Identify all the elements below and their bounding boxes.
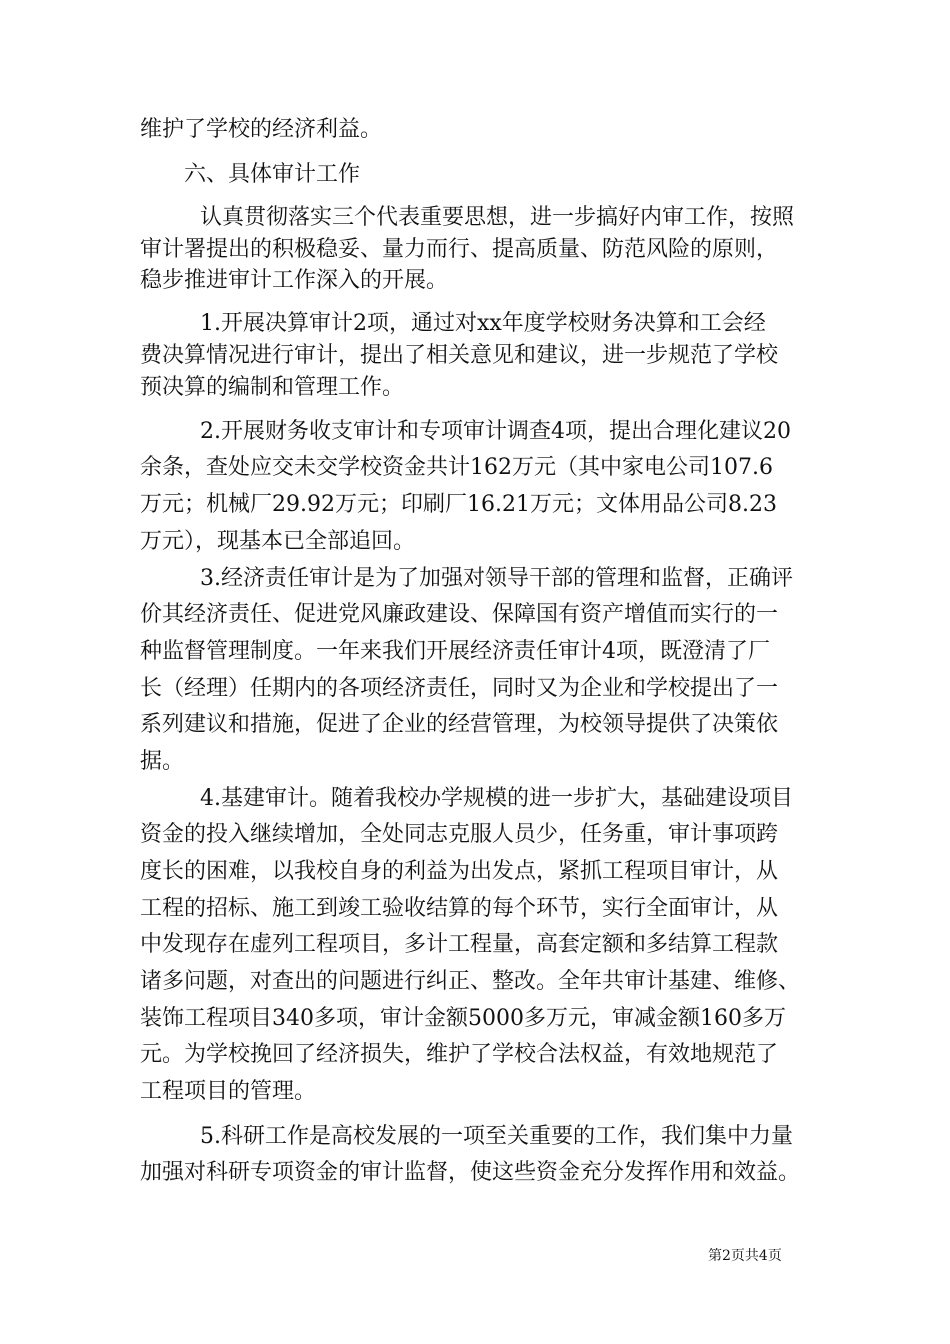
text-line: 据。 xyxy=(140,749,185,774)
text-line: 工程的招标、施工到竣工验收结算的每个环节，实行全面审计，从 xyxy=(140,896,779,921)
text-line: 3.经济责任审计是为了加强对领导干部的管理和监督，正确评 xyxy=(200,566,793,591)
text-line: 稳步推进审计工作深入的开展。 xyxy=(140,268,449,293)
text-line: 1.开展决算审计2项，通过对xx年度学校财务决算和工会经 xyxy=(200,311,766,336)
text-line: 万元；机械厂29.92万元；印刷厂16.21万元；文体用品公司8.23 xyxy=(140,492,777,517)
text-line: 长（经理）任期内的各项经济责任，同时又为企业和学校提出了一 xyxy=(140,676,779,701)
page-number-footer: 第2页共4页 xyxy=(708,1248,782,1264)
text-line: 预决算的编制和管理工作。 xyxy=(140,375,405,400)
text-line: 工程项目的管理。 xyxy=(140,1079,317,1104)
text-line: 诸多问题，对查出的问题进行纠正、整改。全年共审计基建、维修、 xyxy=(140,969,801,994)
text-line: 费决算情况进行审计，提出了相关意见和建议，进一步规范了学校 xyxy=(140,343,779,368)
text-line: 2.开展财务收支审计和专项审计调查4项，提出合理化建议20 xyxy=(200,419,791,444)
text-line: 装饰工程项目340多项，审计金额5000多万元，审减金额160多万 xyxy=(140,1006,786,1031)
text-line: 万元），现基本已全部追回。 xyxy=(140,529,416,554)
text-line: 中发现存在虚列工程项目，多计工程量，高套定额和多结算工程款 xyxy=(140,932,779,957)
text-line: 4.基建审计。随着我校办学规模的进一步扩大，基础建设项目 xyxy=(200,786,793,811)
text-line: 5.科研工作是高校发展的一项至关重要的工作，我们集中力量 xyxy=(200,1124,793,1149)
text-line: 种监督管理制度。一年来我们开展经济责任审计4项，既澄清了厂 xyxy=(140,639,770,664)
text-line: 维护了学校的经济利益。 xyxy=(140,117,383,142)
text-line: 认真贯彻落实三个代表重要思想，进一步搞好内审工作，按照 xyxy=(200,205,795,230)
text-line: 价其经济责任、促进党风廉政建设、保障国有资产增值而实行的一 xyxy=(140,602,779,627)
text-line: 元。为学校挽回了经济损失，维护了学校合法权益，有效地规范了 xyxy=(140,1042,779,1067)
text-line: 度长的困难，以我校自身的利益为出发点，紧抓工程项目审计，从 xyxy=(140,859,779,884)
text-line: 余条，查处应交未交学校资金共计162万元（其中家电公司107.6 xyxy=(140,455,773,480)
text-line: 资金的投入继续增加，全处同志克服人员少，任务重，审计事项跨 xyxy=(140,822,779,847)
text-line: 加强对科研专项资金的审计监督，使这些资金充分发挥作用和效益。 xyxy=(140,1160,801,1185)
text-line: 审计署提出的积极稳妥、量力而行、提高质量、防范风险的原则， xyxy=(140,237,779,262)
section-heading: 六、具体审计工作 xyxy=(184,162,361,187)
text-line: 系列建议和措施，促进了企业的经营管理，为校领导提供了决策依 xyxy=(140,712,779,737)
